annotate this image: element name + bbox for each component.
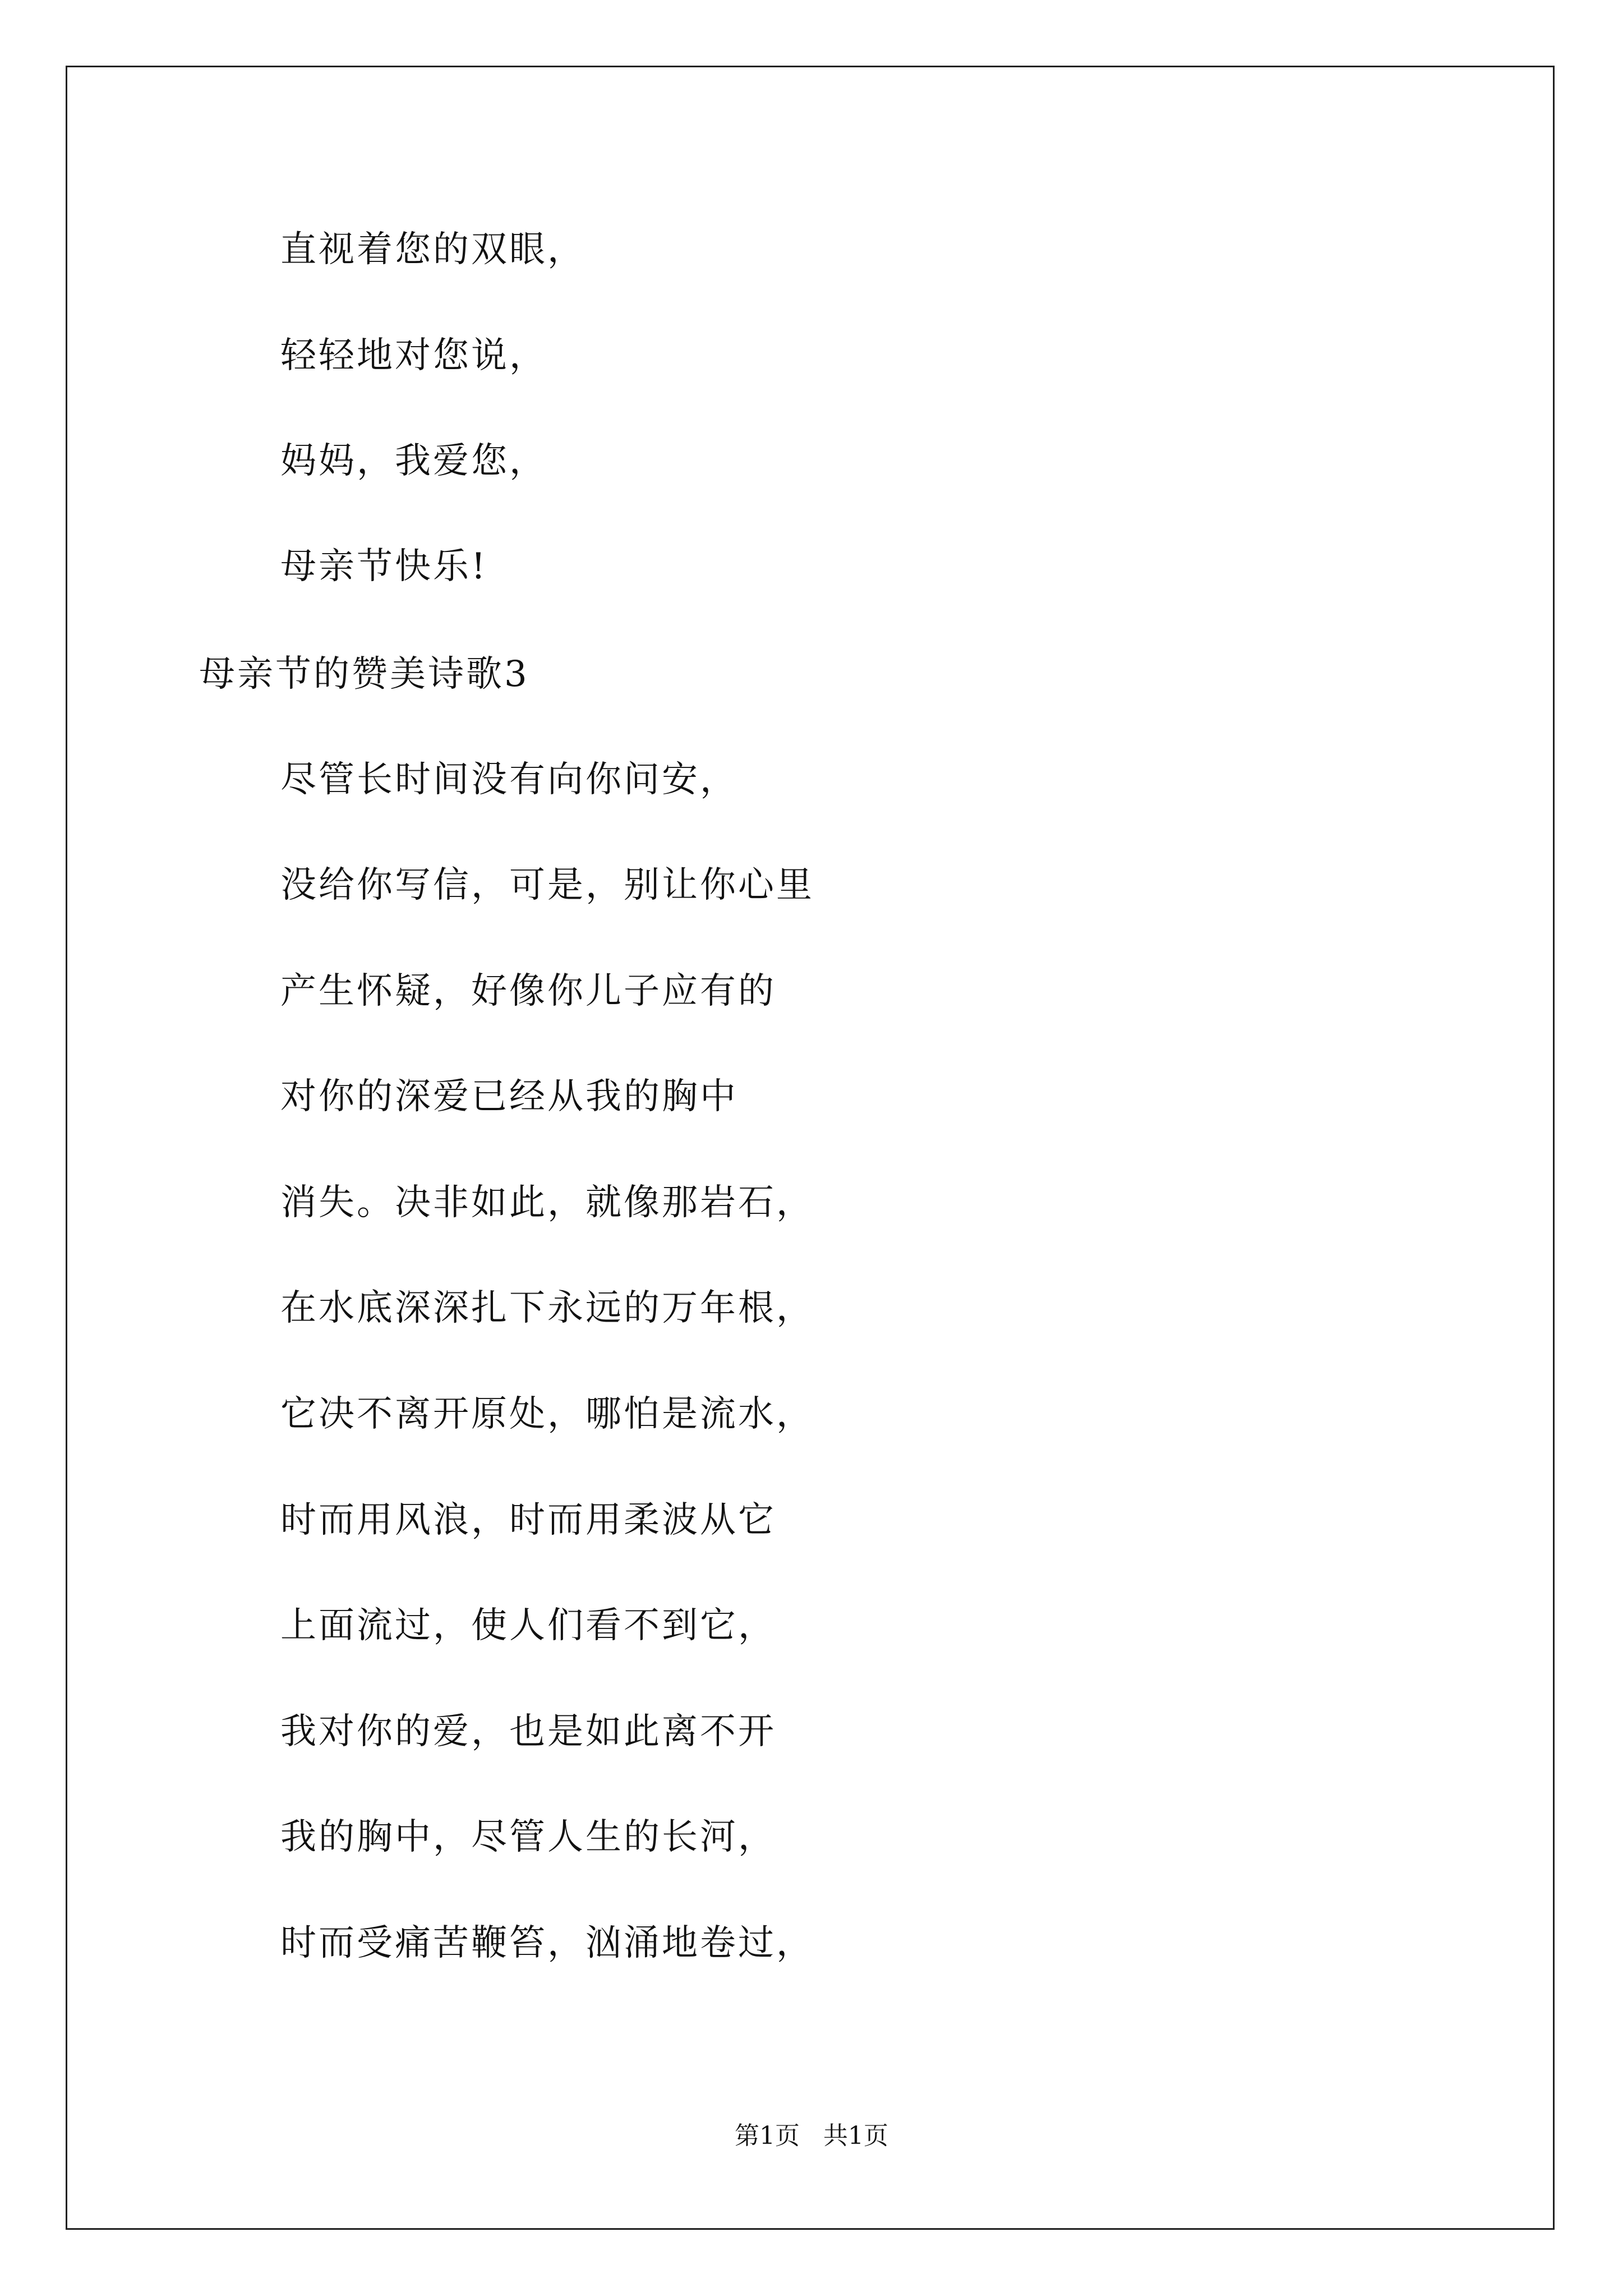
poem-line: 它决不离开原处，哪怕是流水， <box>280 1393 814 1435</box>
poem-line: 上面流过，使人们看不到它， <box>280 1605 776 1646</box>
poem-line: 母亲节快乐! <box>280 546 488 587</box>
poem-line: 没给你写信，可是，别让你心里 <box>280 864 814 906</box>
poem-line: 轻轻地对您说， <box>280 335 547 376</box>
poem-line: 时而用风浪，时而用柔波从它 <box>280 1499 776 1541</box>
poem-line: 产生怀疑，好像你儿子应有的 <box>280 970 776 1012</box>
poem-line: 我对你的爱，也是如此离不开 <box>280 1711 776 1752</box>
poem-line: 直视着您的双眼， <box>280 229 585 270</box>
page-border <box>66 66 1555 2230</box>
poem-line: 尽管长时间没有向你问安， <box>280 759 738 800</box>
section-title: 母亲节的赞美诗歌3 <box>199 654 529 695</box>
poem-line: 消失。决非如此，就像那岩石， <box>280 1182 814 1223</box>
poem-line: 我的胸中，尽管人生的长河， <box>280 1816 776 1858</box>
page-footer: 第1页 共1页 <box>735 2122 888 2150</box>
poem-line: 对你的深爱已经从我的胸中 <box>280 1076 738 1117</box>
poem-line: 时而受痛苦鞭笞，汹涌地卷过， <box>280 1922 814 1964</box>
poem-line: 妈妈，我爱您， <box>280 440 547 482</box>
poem-line: 在水底深深扎下永远的万年根， <box>280 1287 814 1329</box>
